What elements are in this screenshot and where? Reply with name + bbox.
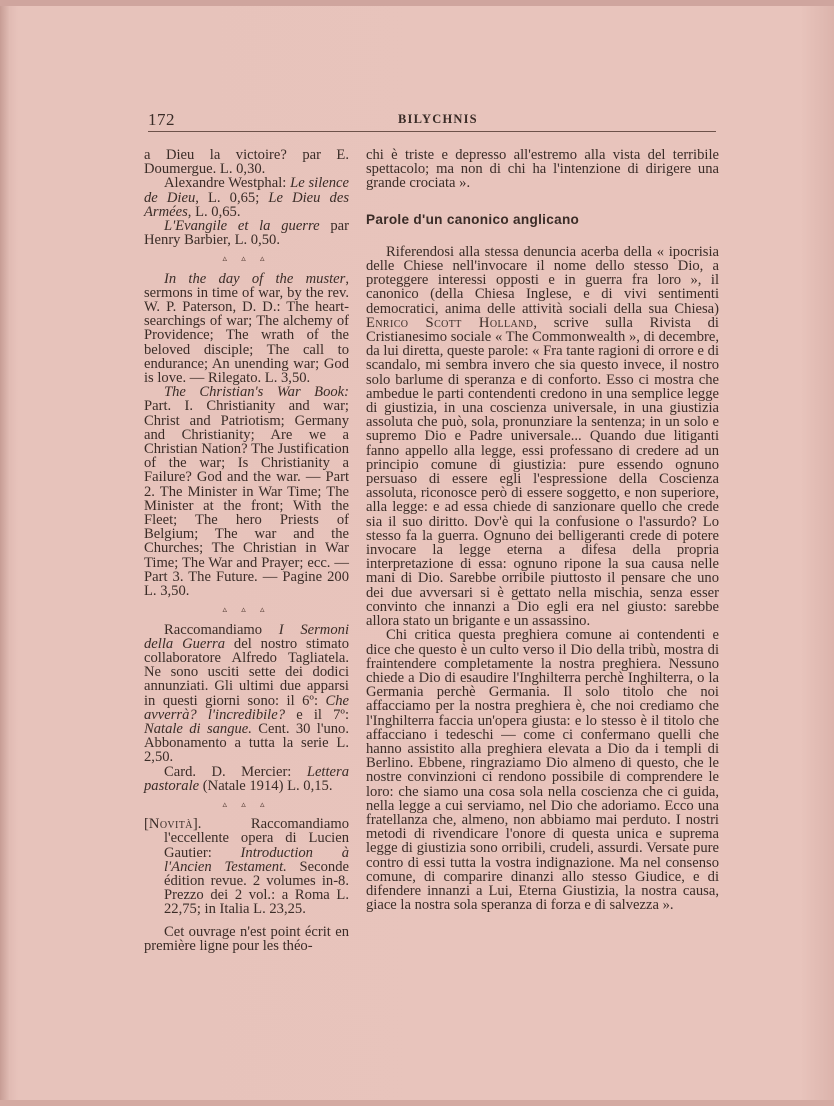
header-rule xyxy=(148,131,716,132)
text: Cent. 30 l'uno. Abbonamento a tutta la serie L. 2,50. xyxy=(144,720,349,766)
paragraph xyxy=(366,148,719,191)
book-title: Lettera pastorale xyxy=(144,763,349,794)
text: Part. I. Christianity and war; Christ and Patriotism; Germany and Christianity; Are we a Christian Nation? The Justification of the war; Is Christianity a Failure? God and the war. — Part 2. The Minister in War Time; The Minister at the front; With the Fleet; The hero Priests of Belgium; The war and the Churches; The Christian in War Time; The War and Prayer; ecc. — Part 3. The Future. — Pagine 200 L. 3,50. xyxy=(144,398,349,600)
text: , sermons in time of war, by the rev. W. P. Paterson, D. D.: The heart-searchings of war; The alchemy of Providence; The wrath of the beloved disciple; The call to endurance; An unending war; God is love. — Rilegato. L. 3,50. xyxy=(144,270,349,387)
text: del nostro stimato collaboratore Alfredo Tagliatela. Ne sono usciti sette dei dodici annunziati. Gli ultimi due apparsi in questi giorni sono: il 6º: xyxy=(144,635,349,709)
page-number: 172 xyxy=(148,110,175,129)
page-binding xyxy=(0,0,10,1106)
paragraph xyxy=(144,176,349,219)
text: (Natale 1914) L. 0,15. xyxy=(199,777,333,794)
text: Chi critica questa preghiera comune ai contendenti e dice che questo è un culto verso il Dio della tribù, mostra di fraintendere completamente la nostra preghiera. Nessuno chiede a Dio di esaudire l'Inghilterra perchè Inghilterra, o la Germania perchè Germania. Il solo titolo che noi affacciamo per la nostra preghiera è, che noi crediamo che l'Inghilterra faccia un'opera giusta: e lo stesso è il titolo che affacciano i tedeschi — come ci confermano quelli che hanno assistito alla preghiera elevata a Dio da i templi di Berlino. Ebbene, ringraziamo Dio almeno di questo, che le nostre convinzioni ci rendono possibile di comprendere le loro: che siamo una cosa sola nella coscienza che ci guida, nella legge a cui serviamo, nel Dio che adoriamo. Ecco una fratellanza che, almeno, non abbiamo mai perduto. I nostri metodi di rivendicare l'onore di questa unica e suprema legge di giustizia sono orribili, crudeli, assurdi. Versate pure contro di essi tutta la vostra indignazione. Ma nel consenso comune, di comparire dinanzi allo stesso Giudice, e di difendere innanzi a Lui, Eterna Giustizia, la nostra causa, giace la nostra sola speranza di forza e di salvezza ». xyxy=(366,627,719,914)
book-title: The Christian's War Book: xyxy=(164,384,349,401)
paragraph xyxy=(144,623,349,765)
text: , L. 0,65. xyxy=(187,203,241,220)
book-title: Le Dieu des Armées xyxy=(144,189,349,220)
paragraph xyxy=(144,817,349,916)
text: Riferendosi alla stessa denuncia acerba della « ipocrisia delle Chiese nell'invocare il nome dello stesso Dio, a proteggere interessi opposti e in guerra fra loro », il canonico (della Chiesa Inglese, e di vivi sentimenti democratici, anima delle attività sociali della sua Chiesa) xyxy=(366,243,719,317)
text: a Dieu la victoire? par E. Doumergue. L. 0,30. xyxy=(144,147,349,178)
book-title: Che avverrà? l'incredibile? xyxy=(144,692,349,723)
text: ]. Raccomandiamo l'eccellente opera di Lucien Gautier: xyxy=(164,816,349,861)
paragraph xyxy=(144,148,349,176)
label: Novità xyxy=(148,816,193,833)
ornament: ▵ ▵ ▵ xyxy=(222,253,271,264)
book-title: Natale di sangue. xyxy=(144,720,252,737)
text: Alexandre Westphal: xyxy=(164,175,291,192)
paragraph xyxy=(144,925,349,953)
text: [ xyxy=(144,816,149,833)
book-title: L'Evangile et la guerre xyxy=(164,218,320,235)
text: chi è triste e depresso all'estremo alla vista del terribile spettacolo; ma non di chi ha l'intenzione di dirigere una grande crociata ». xyxy=(366,147,719,192)
page-header xyxy=(148,110,716,132)
paragraph xyxy=(144,385,349,598)
text: Seconde édition revue. 2 volumes in-8. Prezzo dei 2 vol.: a Roma L. 22,75; in Italia L. 23,25. xyxy=(164,858,349,918)
page-top-edge xyxy=(0,0,834,6)
paragraph xyxy=(366,245,719,628)
text: Card. D. Mercier: xyxy=(164,763,307,780)
left-column xyxy=(144,148,349,953)
page-bottom-edge xyxy=(0,1100,834,1106)
paragraph xyxy=(144,219,349,247)
text: , L. 0,65; xyxy=(195,189,269,206)
book-title: I Sermoni della Guerra xyxy=(144,621,349,652)
paragraph xyxy=(144,272,349,386)
right-column xyxy=(366,148,719,912)
text: Raccomandiamo xyxy=(164,621,279,638)
text: par Henry Barbier, L. 0,50. xyxy=(144,218,349,249)
text: e il 7º: xyxy=(285,706,349,723)
text: , scrive sulla Rivista di Cristianesimo sociale « The Commonwealth », di decembre, da lui diretta, queste parole: « Fra tante ragioni di orrore e di scandalo, mi sembra invero che sia questo invece, il nostro solo barlume di speranza e di conforto. Esso ci mostra che ambedue le parti contendenti credono in una semplice legge di giustizia, in una coscienza universale, in una giustizia assoluta che può, sola, pronunziare la sentenza; in un solo e supremo Dio e Padre universale... Quando due litiganti fanno appello alla legge, essi professano di credere ad un principio comune di giustizia: pure essendo ognuno persuaso di essere egli l'espressione della Coscienza assoluta, riconosce però di essere soggetto, e non superiore, alla legge: e ad essa chiede di sanzionare quello che crede sia il suo diritto. Dov'è qui la confusione o l'assurdo? Lo stesso fa la guerra. Ognuno dei belligeranti crede di potere invocare la legge eterna a difesa della propria interpretazione di essa: ognuno ripone la sua causa nelle mani di Dio. Sarebbe orribile piuttosto il pensare che uno dei due avversari si è gettato nella mischia, senza esser convinto che innanzi a Dio egli era nel giusto: sarebbe allora stato un brigante e un assassino. xyxy=(366,314,719,630)
section-title: Parole d'un canonico anglicano xyxy=(366,211,580,227)
ornament: ▵ ▵ ▵ xyxy=(222,798,271,809)
book-title: In the day of the muster xyxy=(164,270,346,287)
book-title: Le silence de Dieu xyxy=(144,175,349,206)
running-head: BILYCHNIS xyxy=(398,112,478,126)
ornament: ▵ ▵ ▵ xyxy=(222,604,271,615)
book-title: Introduction à l'Ancien Testament. xyxy=(164,844,349,875)
author-name: Enrico Scott Holland xyxy=(366,314,534,331)
paragraph xyxy=(144,765,349,793)
paragraph xyxy=(366,628,719,912)
text: Cet ouvrage n'est point écrit en première ligne pour les théo- xyxy=(144,923,349,954)
